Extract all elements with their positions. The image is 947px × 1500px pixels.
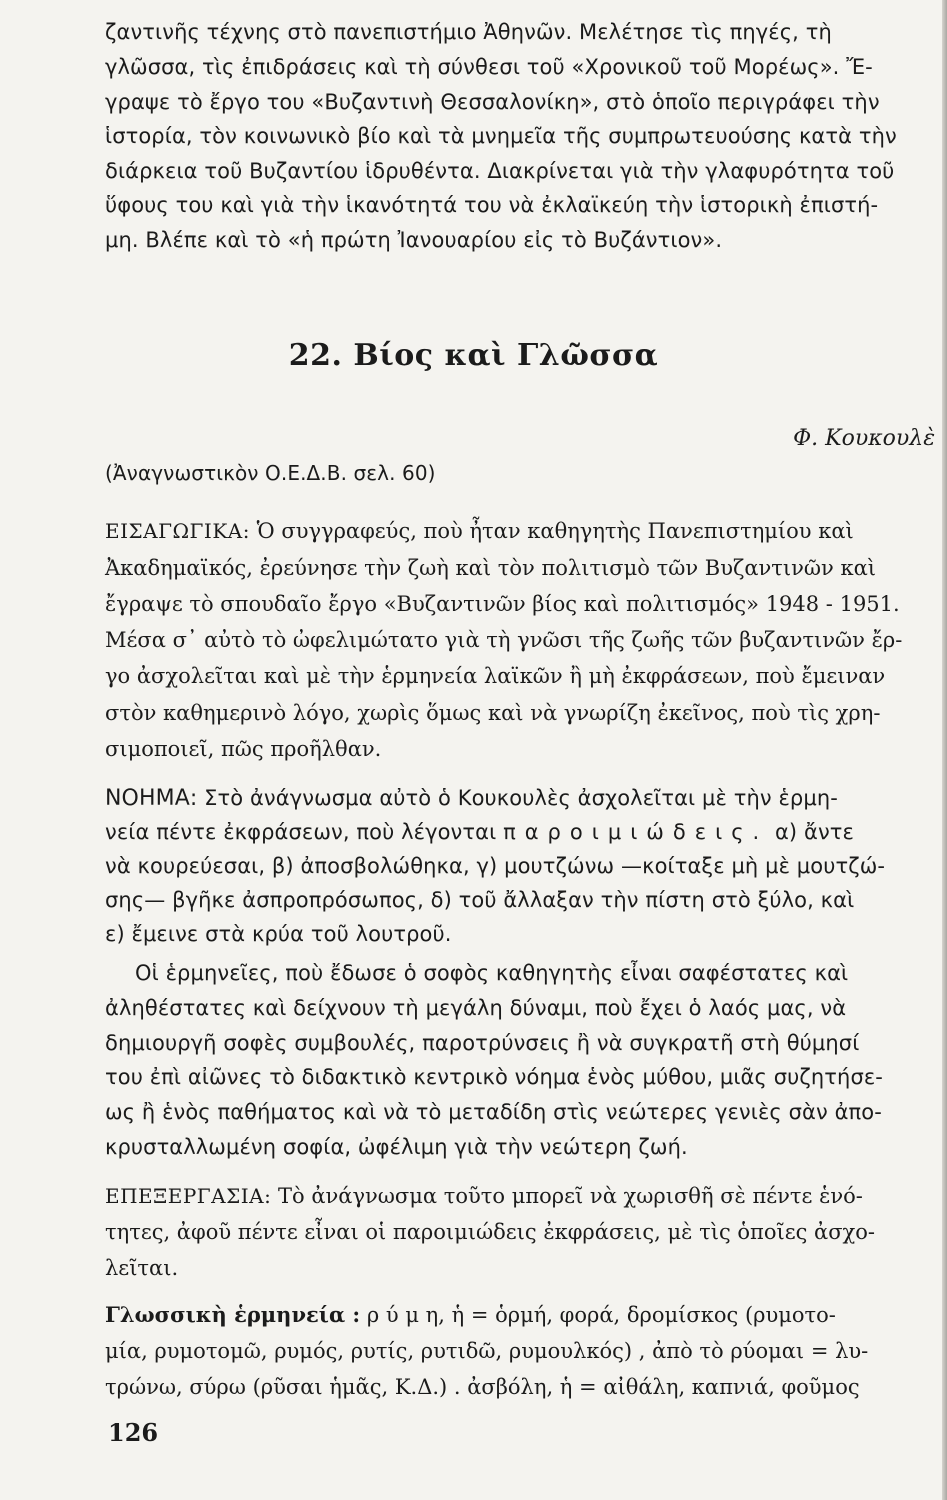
intro-line: ὕφους του καὶ γιὰ τὴν ἱκανότητά του νὰ ἐκλαϊκεύη τὴν ἱστορικὴ ἐπιστή-	[105, 193, 879, 217]
glossiki-line: τρώνω, σύρω (ρῦσαι ἡμᾶς, Κ.Δ.) . ἀσβόλη, ἡ = αἰθάλη, καπνιά, φοῦμος	[105, 1375, 860, 1399]
eisagogika-line: στὸν καθημερινὸ λόγο, χωρὶς ὅμως καὶ νὰ γνωρίζη ἐκεῖνος, ποὺ τὶς χρη-	[105, 701, 881, 725]
noima-first-line	[105, 788, 838, 810]
epexergasia-label: ΕΠΕΞΕΡΓΑΣΙΑ:	[105, 1184, 272, 1208]
noima-line: νὰ κουρεύεσαι, β) ἀποσβολώθηκα, γ) μουτζώνω —κοίταξε μὴ μὲ μουτζώ-	[105, 854, 886, 878]
noima-line: σης— βγῆκε ἀσπροπρόσωπος, δ) τοῦ ἄλλαξαν τὴν πίστη στὸ ξύλο, καὶ	[105, 888, 855, 912]
glossiki-first-line	[105, 1304, 836, 1326]
intro-line: γλῶσσα, τὶς ἐπιδράσεις καὶ τὴ σύνθεσι τοῦ «Χρονικοῦ τοῦ Μορέως». Ἔ-	[105, 55, 873, 79]
eisagogika-label: ΕΙΣΑΓΩΓΙΚΑ:	[105, 519, 250, 543]
noima-label: ΝΟΗΜΑ:	[105, 786, 198, 811]
eisagogika-text: Ὁ συγγραφεύς, ποὺ ἦταν καθηγητὴς Πανεπιστημίου καὶ	[256, 519, 854, 543]
glossiki-line: μία, ρυμοτομῶ, ρυμός, ρυτίς, ρυτιδῶ, ρυμουλκός) , ἀπὸ τὸ ρύομαι = λυ-	[105, 1339, 869, 1363]
paragraph-line: ἀληθέστατες καὶ δείχνουν τὴ μεγάλη δύναμι, ποὺ ἔχει ὁ λαός μας, νὰ	[105, 996, 847, 1020]
paragraph-line: ως ἢ ἑνὸς παθήματος καὶ νὰ τὸ μεταδίδη στὶς νεώτερες γενιὲς σὰν ἀπο-	[105, 1100, 882, 1124]
intro-line: γραψε τὸ ἔργο του «Βυζαντινὴ Θεσσαλονίκη», στὸ ὁποῖο περιγράφει τὴν	[105, 90, 880, 114]
chapter-author: Φ. Κουκουλὲ	[793, 426, 935, 451]
eisagogika-line: γο ἀσχολεῖται καὶ μὲ τὴν ἑρμηνεία λαϊκῶν ἢ μὴ ἐκφράσεων, ποὺ ἔμειναν	[105, 664, 886, 688]
intro-line: διάρκεια τοῦ Βυζαντίου ἱδρυθέντα. Διακρίνεται γιὰ τὴν γλαφυρότητα τοῦ	[105, 159, 895, 183]
epexergasia-text: Τὸ ἀνάγνωσμα τοῦτο μπορεῖ νὰ χωρισθῆ σὲ πέντε ἑνό-	[278, 1184, 863, 1208]
eisagogika-line: Ἀκαδημαϊκός, ἐρεύνησε τὴν ζωὴ καὶ τὸν πολιτισμὸ τῶν Βυζαντινῶν καὶ	[105, 556, 877, 580]
page-edge-shadow	[942, 0, 947, 1500]
noima-line-2-pre: νεία πέντε ἐκφράσεων, ποὺ λέγονται	[105, 820, 497, 844]
noima-line-2-post: α) ἄντε	[774, 820, 854, 844]
eisagogika-line: σιμοποιεῖ, πῶς προῆλθαν.	[105, 737, 382, 761]
intro-line: μη. Βλέπε καὶ τὸ «ἡ πρώτη Ἰανουαρίου εἰς τὸ Βυζάντιον».	[105, 228, 723, 252]
glossiki-text: ρ ύ μ η, ἡ = ὁρμή, φορά, δρομίσκος (ρυμοτο-	[366, 1303, 836, 1327]
chapter-title: 22. Βίος καὶ Γλῶσσα	[288, 338, 659, 373]
paragraph-line: κρυσταλλωμένη σοφία, ὠφέλιμη γιὰ τὴν νεώτερη ζωή.	[105, 1135, 688, 1159]
chapter-source: (Ἀναγνωστικὸν Ο.Ε.Δ.Β. σελ. 60)	[105, 461, 436, 485]
glossiki-label: Γλωσσικὴ ἑρμηνεία :	[105, 1302, 361, 1327]
noima-line: ε) ἔμεινε στὰ κρύα τοῦ λουτροῦ.	[105, 922, 452, 946]
intro-line: ἱστορία, τὸν κοινωνικὸ βίο καὶ τὰ μνημεῖα τῆς συμπρωτευούσης κατὰ τὴν	[105, 124, 897, 148]
noima-text: Στὸ ἀνάγνωσμα αὐτὸ ὁ Κουκουλὲς ἀσχολεῖται μὲ τὴν ἑρμη-	[204, 786, 838, 810]
epexergasia-line: τητες, ἀφοῦ πέντε εἶναι οἱ παροιμιώδεις ἐκφράσεις, μὲ τὶς ὁποῖες ἀσχο-	[105, 1220, 876, 1244]
paragraph-line: Οἱ ἑρμηνεῖες, ποὺ ἔδωσε ὁ σοφὸς καθηγητὴς εἶναι σαφέστατες καὶ	[135, 961, 849, 985]
eisagogika-line: Μέσα σ᾿ αὐτὸ τὸ ὠφελιμώτατο γιὰ τὴ γνῶσι τῆς ζωῆς τῶν βυζαντινῶν ἔρ-	[105, 628, 903, 652]
epexergasia-line: λεῖται.	[105, 1256, 179, 1280]
epexergasia-first-line	[105, 1186, 863, 1207]
page-number: 126	[108, 1418, 159, 1447]
noima-line-2	[105, 822, 854, 843]
eisagogika-first-line	[105, 521, 854, 542]
intro-line: ζαντινῆς τέχνης στὸ πανεπιστήμιο Ἀθηνῶν. Μελέτησε τὶς πηγές, τὴ	[105, 20, 832, 44]
paragraph-line: του ἐπὶ αἰῶνες τὸ διδακτικὸ κεντρικὸ νόημα ἑνὸς μύθου, μιᾶς συζητήσε-	[105, 1065, 883, 1089]
paragraph-line: δημιουργῆ σοφὲς συμβουλές, παροτρύνσεις ἢ νὰ συγκρατῆ στὴ θύμησί	[105, 1031, 860, 1055]
eisagogika-line: ἔγραψε τὸ σπουδαῖο ἔργο «Βυζαντινῶν βίος καὶ πολιτισμός» 1948 - 1951.	[105, 592, 900, 616]
noima-spaced-word: παροιμιώδεις.	[503, 820, 769, 844]
